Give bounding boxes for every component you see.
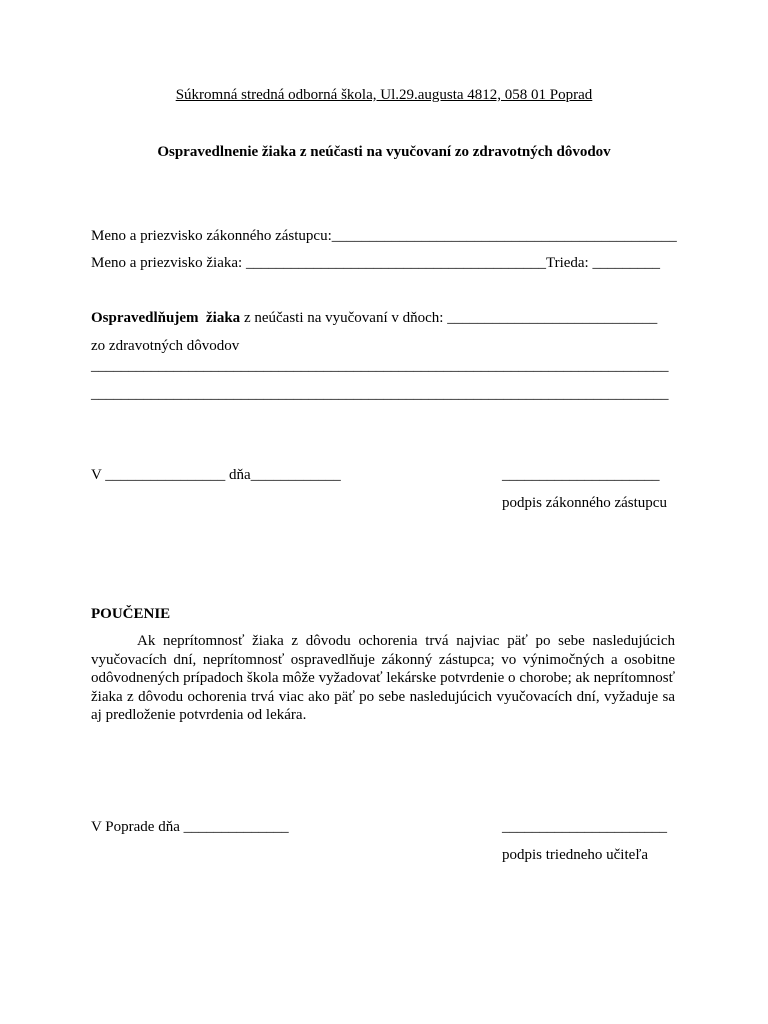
excuse-dates-field (91, 309, 657, 327)
teacher-place-date: V Poprade dňa ______________ (91, 819, 289, 835)
guardian-signature-label: podpis zákonného zástupcu (502, 495, 667, 511)
guardian-place-date: V ________________ dňa____________ (91, 467, 341, 483)
notice-heading: POUČENIE (91, 606, 171, 622)
document-title: Ospravedlnenie žiaka z neúčasti na vyučovaní zo zdravotných dôvodov (157, 144, 611, 160)
guardian-signature-line: _____________________ (502, 467, 660, 483)
student-name-field: Meno a priezvisko žiaka: ________________________________________Trieda: _________ (91, 255, 660, 271)
excuse-bold-text: Ospravedlňujem žiaka (91, 310, 241, 326)
guardian-name-field: Meno a priezvisko zákonného zástupcu:______________________________________________ (91, 228, 677, 244)
reason-blank-line-2: _____________________________________________________________________________ (91, 386, 669, 402)
reason-blank-line-1: _____________________________________________________________________________ (91, 358, 669, 374)
excuse-rest-text: z neúčasti na vyučovaní v dňoch: ____________________________ (240, 310, 658, 326)
reason-label: zo zdravotných dôvodov (91, 338, 240, 354)
teacher-signature-line: ______________________ (502, 819, 667, 835)
notice-paragraph: Ak neprítomnosť žiaka z dôvodu ochorenia trvá najviac päť po sebe nasledujúcich vyučovacích dní, neprítomnosť ospravedlňuje zákonný zástupca; vo výnimočných a osobitne odôvodnených prípadoch škola môže vyžadovať lekárske potvrdenie o chorobe; ak neprítomnosť žiaka z dôvodu ochorenia trvá viac ako päť po sebe nasledujúcich vyučovacích dní, vyžaduje sa aj predloženie potvrdenia od lekára. (91, 633, 675, 723)
school-address: Súkromná stredná odborná škola, Ul.29.augusta 4812, 058 01 Poprad (175, 87, 593, 103)
teacher-signature-label: podpis triedneho učiteľa (502, 847, 649, 863)
